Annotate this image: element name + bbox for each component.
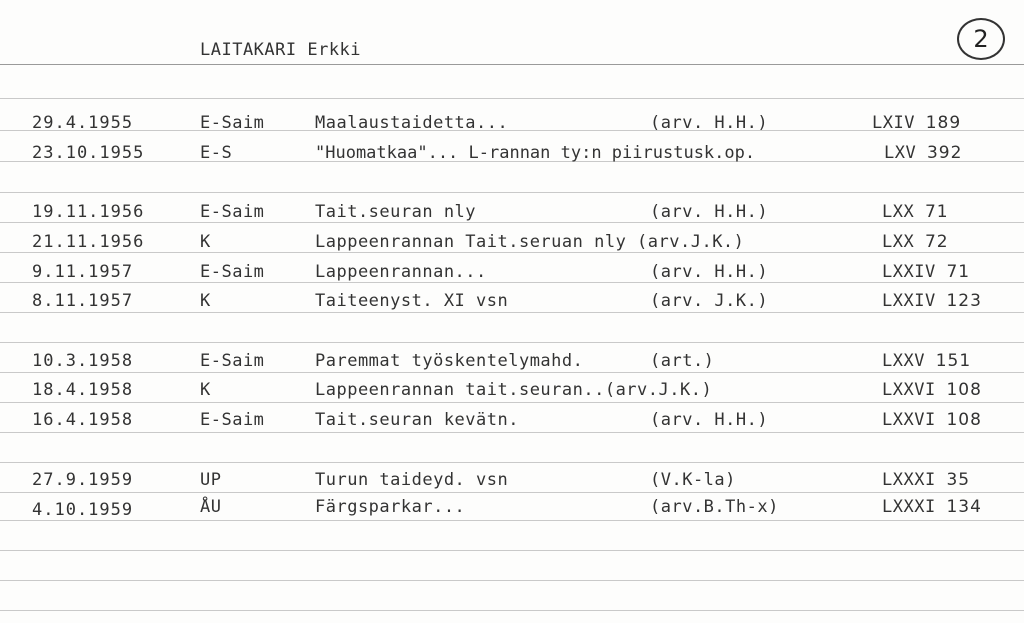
ref-page: 35 [946,470,971,490]
entry-date: 16.4.1958 [32,410,134,430]
ruled-line [0,222,1024,223]
entry-date: 8.11.1957 [32,291,134,311]
ruled-line [0,282,1024,283]
entry-title: Taiteenyst. XI vsn [315,291,509,311]
entry-title: Tait.seuran kevätn. [315,410,519,430]
entry-reference [882,232,949,252]
ruled-line [0,550,1024,551]
entry-title: Maalaustaidetta... [315,113,509,133]
ref-volume: LXXV [882,351,925,371]
entry-category: UP [200,470,222,490]
entry-note: (art.) [650,351,715,371]
ref-page: 108 [946,380,982,400]
ruled-line [0,520,1024,521]
entry-date: 10.3.1958 [32,351,134,371]
ruled-line [0,402,1024,403]
ref-page: 108 [946,410,982,430]
entry-category: E-S [200,143,233,163]
entry-note: (arv. J.K.) [650,291,769,311]
entry-date: 4.10.1959 [32,500,134,520]
ref-volume: LXXIV [882,262,936,282]
entry-date: 9.11.1957 [32,262,134,282]
entry-date: 18.4.1958 [32,380,134,400]
ruled-line [0,492,1024,493]
entry-note: (arv. H.H.) [650,113,769,133]
ref-volume: LXXXI [882,497,936,517]
entry-date: 23.10.1955 [32,143,145,163]
entry-reference [882,497,982,517]
entry-category: ÅU [200,497,222,517]
ruled-line [0,192,1024,193]
ref-page: 189 [925,113,962,133]
card-number-circle [957,18,1005,60]
ruled-line [0,610,1024,611]
entry-date: 29.4.1955 [32,113,134,133]
entry-title: Färgsparkar... [315,497,466,517]
entry-reference [882,262,970,282]
entry-category: K [200,291,211,311]
ref-page: 151 [935,351,972,371]
entry-title: Turun taideyd. vsn [315,470,509,490]
ruled-line [0,130,1024,131]
entry-category: E-Saim [200,202,265,222]
entry-category: E-Saim [200,410,265,430]
ruled-line [0,372,1024,373]
entry-date: 19.11.1956 [32,202,145,222]
entry-reference [882,380,982,400]
ruled-line [0,98,1024,99]
entry-reference [882,351,971,371]
entry-reference [884,143,962,163]
entry-date: 21.11.1956 [32,232,145,252]
header-rule [0,64,1024,65]
entry-reference [882,291,982,311]
ruled-line [0,462,1024,463]
entry-note: (arv.B.Th-x) [650,497,779,517]
card-number: 2 [973,25,989,53]
ref-page: 71 [946,262,971,282]
ref-page: 392 [926,143,963,163]
ref-page: 123 [946,291,982,311]
entry-reference [882,410,982,430]
ref-volume: LXIV [872,113,915,133]
entry-category: K [200,380,211,400]
ref-volume: LXXVI [882,380,936,400]
ruled-line [0,580,1024,581]
entry-title: "Huomatkaa"... L-rannan ty:n piirustusk.op. [315,143,756,163]
entry-category: E-Saim [200,113,265,133]
ruled-line [0,342,1024,343]
ref-volume: LXX [882,202,915,222]
entry-note: (arv. H.H.) [650,262,769,282]
entry-title: Lappeenrannan tait.seuran..(arv.J.K.) [315,380,713,400]
entry-reference [882,202,949,222]
ref-page: 72 [924,232,949,252]
ref-volume: LXXXI [882,470,936,490]
ruled-line [0,252,1024,253]
entry-title: Lappeenrannan Tait.seruan nly (arv.J.K.) [315,232,745,252]
entry-category: E-Saim [200,262,265,282]
ref-page: 71 [924,202,949,222]
entry-title: Tait.seuran nly [315,202,477,222]
ref-volume: LXX [882,232,915,252]
entry-note: (arv. H.H.) [650,410,769,430]
ruled-line [0,432,1024,433]
entry-reference [872,113,961,133]
ref-volume: LXXVI [882,410,936,430]
entry-category: E-Saim [200,351,265,371]
person-name: LAITAKARI Erkki [200,40,362,60]
entry-note: (arv. H.H.) [650,202,769,222]
entry-category: K [200,232,211,252]
entry-title: Lappeenrannan... [315,262,487,282]
entry-reference [882,470,970,490]
entry-note: (V.K-la) [650,470,736,490]
ref-volume: LXXIV [882,291,936,311]
entry-title: Paremmat työskentelymahd. [315,351,584,371]
ref-volume: LXV [884,143,917,163]
entry-date: 27.9.1959 [32,470,134,490]
ref-page: 134 [946,497,982,517]
ruled-line [0,312,1024,313]
